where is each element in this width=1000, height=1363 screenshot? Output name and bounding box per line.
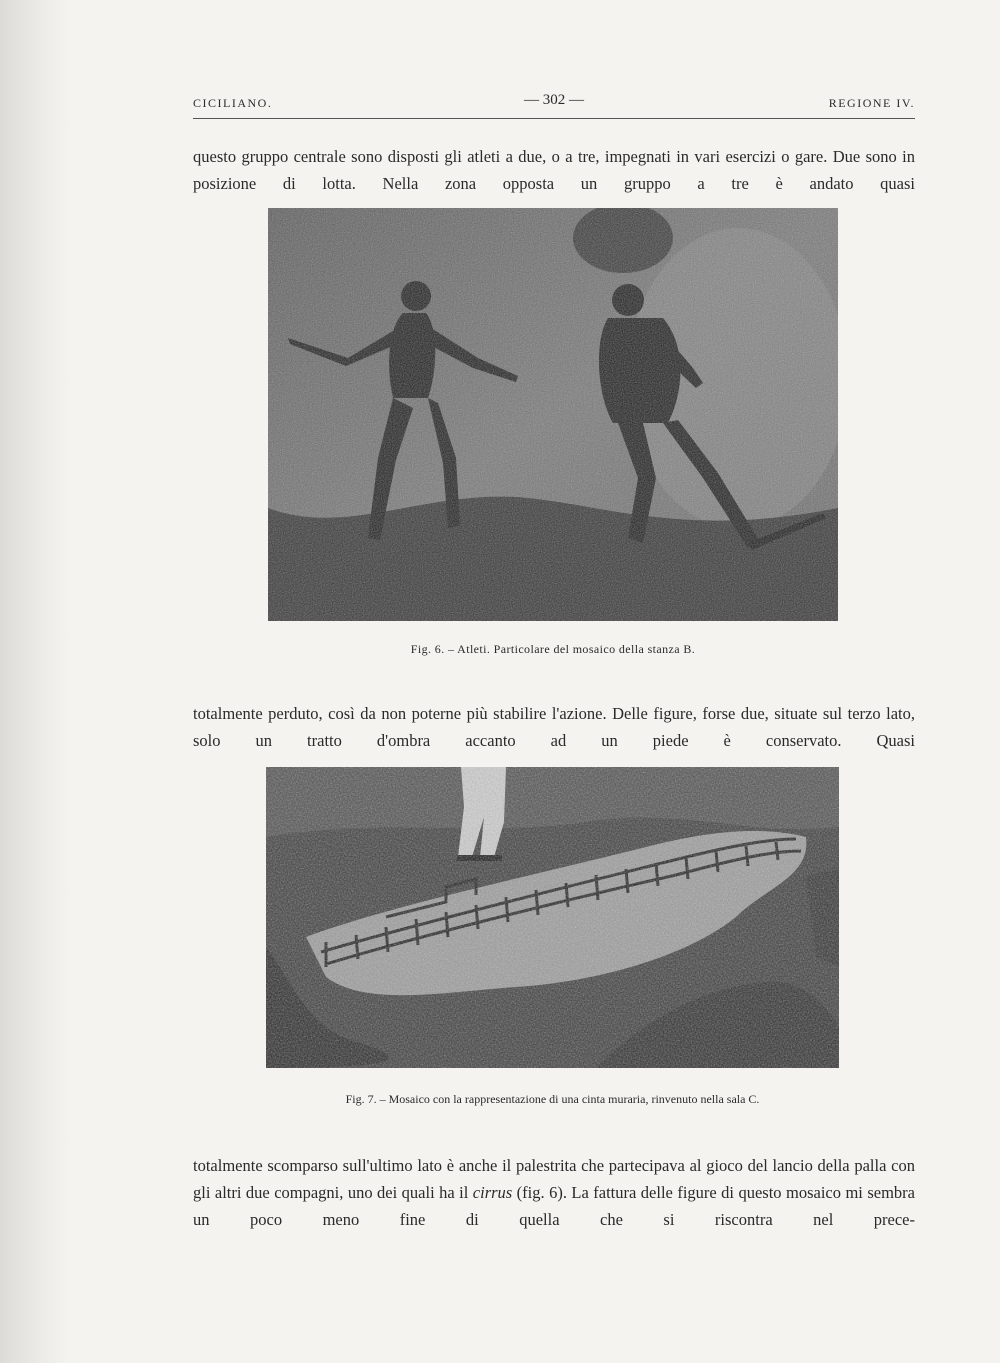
figure-6-athletes-mosaic-photo	[268, 208, 838, 621]
page-number: — 302 —	[524, 92, 584, 108]
page-edge-shadow	[0, 0, 70, 1363]
header-rule	[193, 118, 915, 119]
running-header-region: REGIONE IV.	[828, 96, 915, 110]
paragraph-3-text-before: totalmente scomparso sull'ultimo lato è anche il palestrita che partecipava al gioco del lancio della palla con gli altri due compagni, uno dei quali ha il	[193, 1156, 915, 1202]
running-header-author: CICILIANO.	[193, 96, 273, 110]
paragraph-1: questo gruppo centrale sono disposti gli atleti a due, o a tre, impegnati in vari esercizi o gare. Due sono in posizione di lotta. Nella zona opposta un gruppo a tre è andato quasi	[193, 147, 915, 193]
paragraph-3	[193, 1152, 915, 1233]
figure-6-caption: Fig. 6. – Atleti. Particolare del mosaico della stanza B.	[410, 642, 696, 656]
paragraph-2: totalmente perduto, così da non poterne più stabilire l'azione. Delle figure, forse due, situate sul terzo lato, solo un tratto d'ombra accanto ad un piede è conservato. Quasi	[193, 704, 915, 750]
paragraph-3-italic-term: cirrus	[472, 1183, 513, 1202]
running-header	[193, 92, 915, 114]
figure-7-city-wall-mosaic-photo	[266, 767, 839, 1068]
paragraph-3-text-after: (fig. 6). La fattura delle figure di questo mosaico mi sembra un poco meno fine di quella che si riscontra nel prece-	[193, 1183, 915, 1229]
figure-7-caption: Fig. 7. – Mosaico con la rappresentazione di una cinta muraria, rinvenuto nella sala C.	[345, 1092, 760, 1106]
